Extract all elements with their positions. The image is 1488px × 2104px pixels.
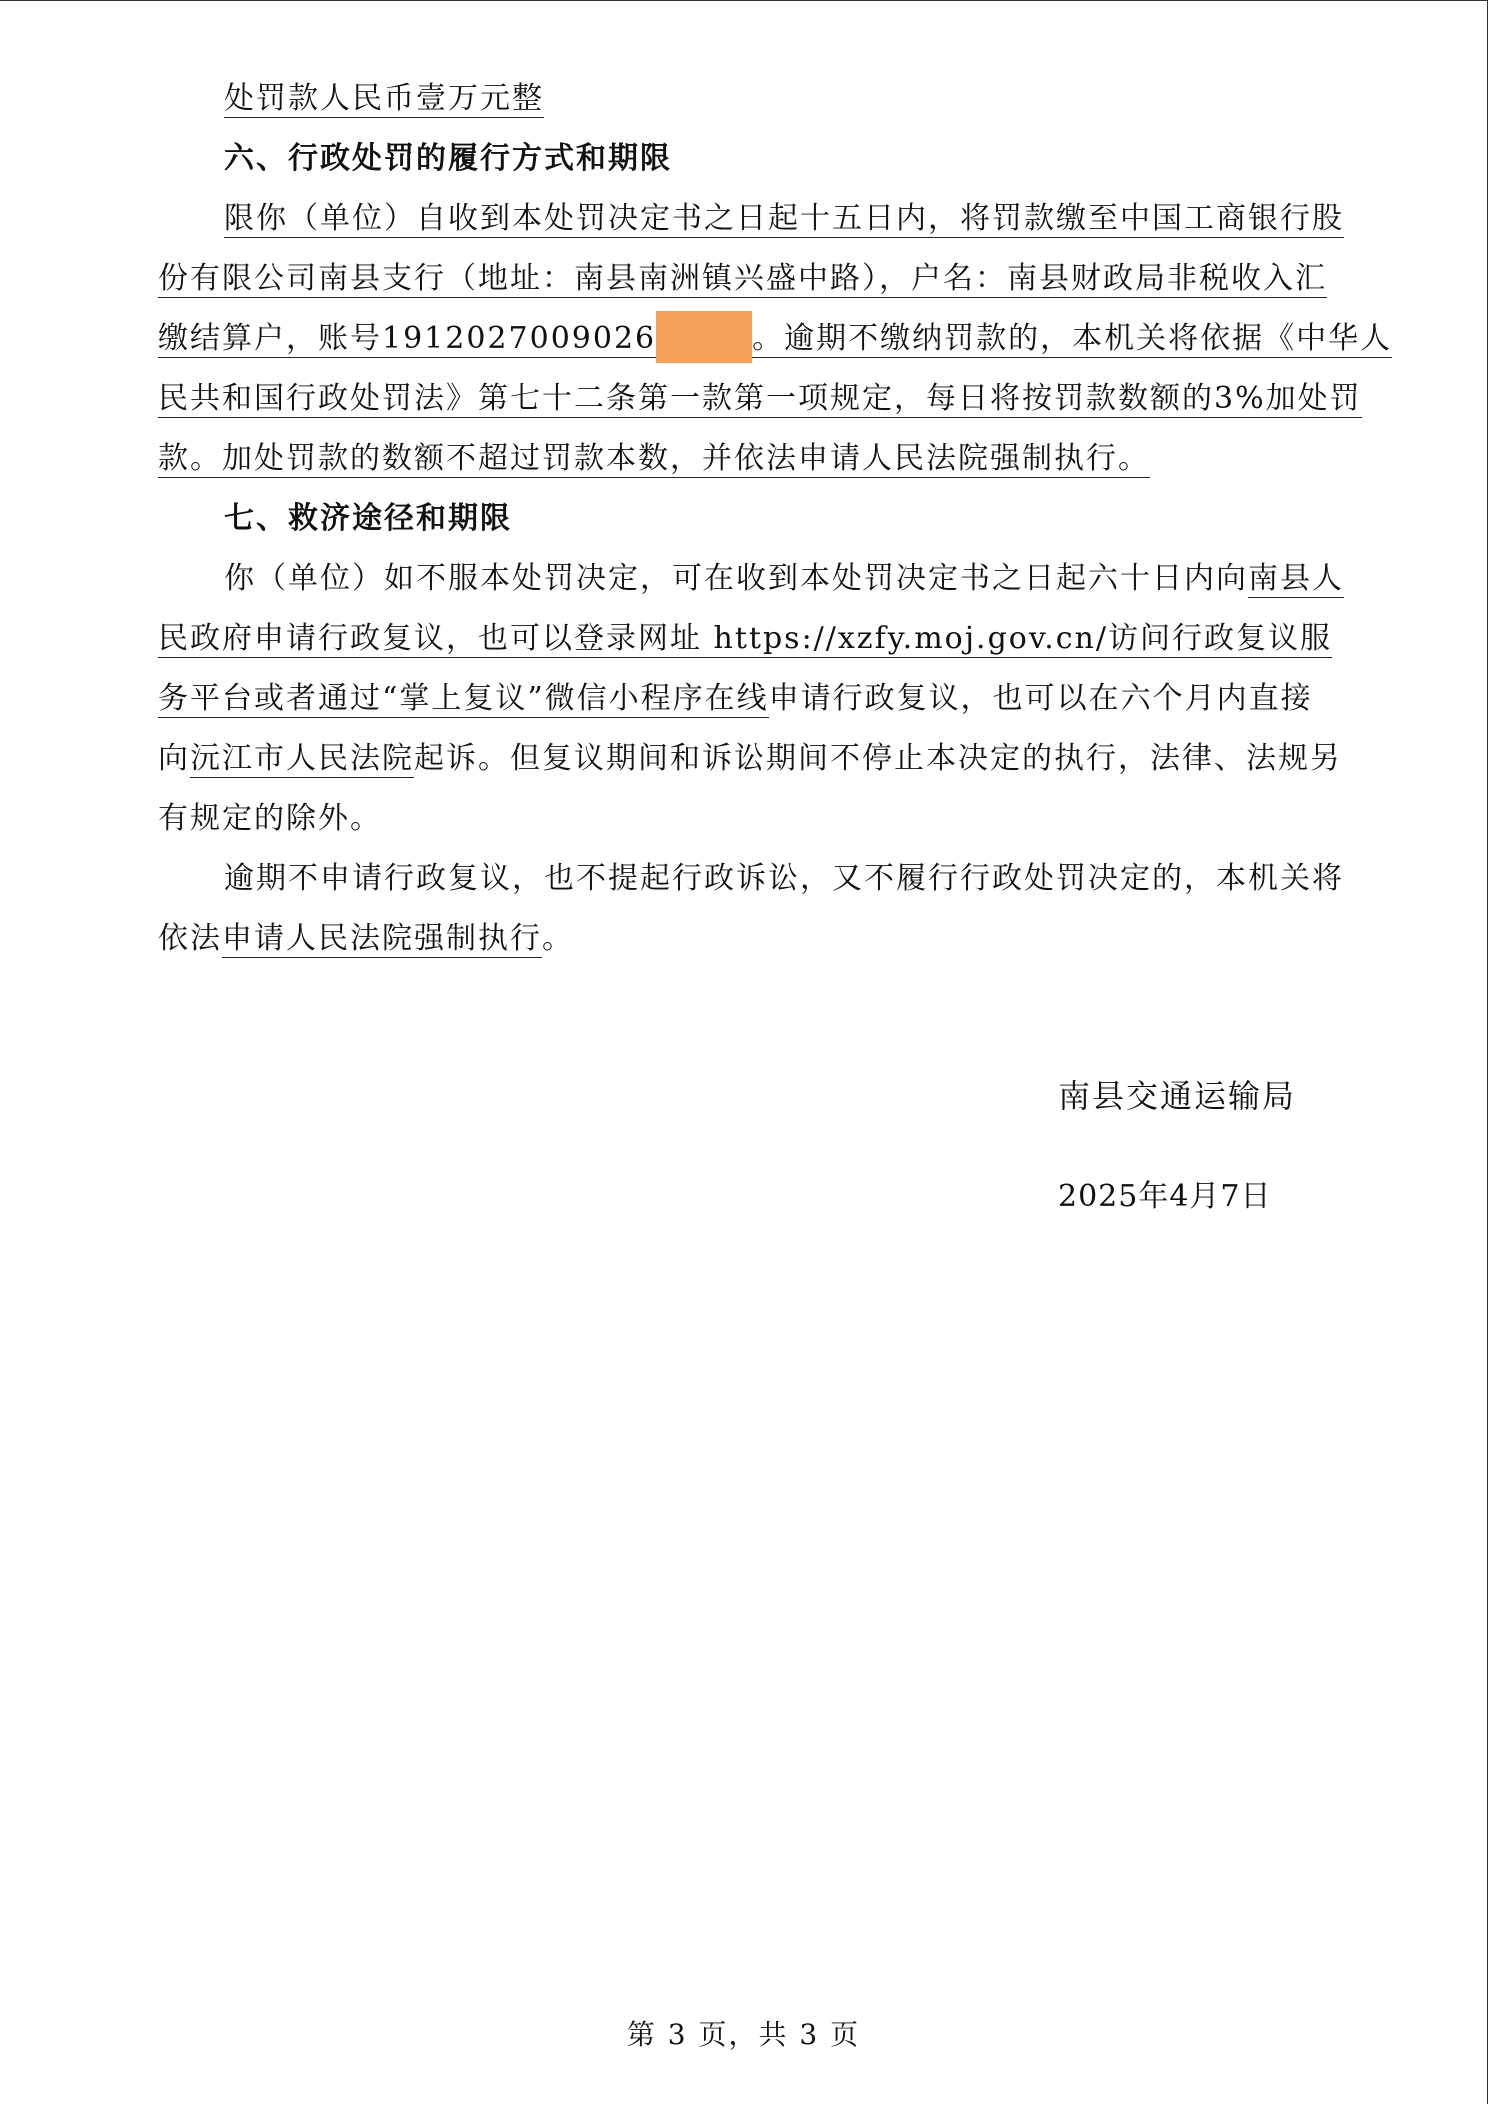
document-body [158, 69, 1404, 969]
page-number: 第 3 页，共 3 页 [626, 2018, 861, 2051]
section-6-line-5: 款。加处罚款的数额不超过罚款本数，并依法申请人民法院强制执行。 [158, 441, 1150, 476]
fine-amount-text: 处罚款人民币壹万元整 [224, 81, 544, 116]
section-6-line-3: 缴结算户，账号1912027009026 。逾期不缴纳罚款的，本机关将依据《中华人 [158, 309, 1404, 369]
review-agency-text: 南县人 [1248, 561, 1344, 596]
enforcement-text: 申请人民法院强制执行 [222, 921, 542, 956]
section-7-line-1: 你（单位）如不服本处罚决定，可在收到本处罚决定书之日起六十日内向南县人 [224, 561, 1344, 596]
section-7-line-3: 务平台或者通过“掌上复议”微信小程序在线申请行政复议，也可以在六个月内直接 [158, 681, 1313, 716]
section-6-line-4: 民共和国行政处罚法》第七十二条第一款第一项规定，每日将按罚款数额的3%加处罚 [158, 381, 1362, 416]
section-7-line-4: 向沅江市人民法院起诉。但复议期间和诉讼期间不停止本决定的执行，法律、法规另 [158, 741, 1342, 776]
review-url-text: 民政府申请行政复议，也可以登录网址 https://xzfy.moj.gov.cn/访问行政复议服 [158, 621, 1332, 656]
redaction-block [656, 311, 752, 363]
account-number-text: 缴结算户，账号1912027009026 [158, 321, 657, 356]
section-8-line-1: 逾期不申请行政复议，也不提起行政诉讼，又不履行行政处罚决定的，本机关将 [224, 861, 1344, 896]
issuing-authority: 南县交通运输局 [1058, 1077, 1297, 1115]
section-6-line-1: 限你（单位）自收到本处罚决定书之日起十五日内，将罚款缴至中国工商银行股 [224, 201, 1344, 236]
section-7-line-5: 有规定的除外。 [158, 801, 382, 836]
issue-date: 2025年4月7日 [1058, 1179, 1272, 1214]
fine-amount-line [158, 69, 1404, 129]
section-7-heading: 七、救济途径和期限 [224, 501, 512, 536]
court-name-text: 沅江市人民法院 [190, 741, 414, 776]
section-8-line-2: 依法申请人民法院强制执行。 [158, 921, 574, 956]
section-7-line-2 [158, 609, 1404, 669]
section-6-heading: 六、行政处罚的履行方式和期限 [224, 141, 672, 176]
section-6-line-2: 份有限公司南县支行（地址：南县南洲镇兴盛中路），户名：南县财政局非税收入汇 [158, 261, 1327, 296]
